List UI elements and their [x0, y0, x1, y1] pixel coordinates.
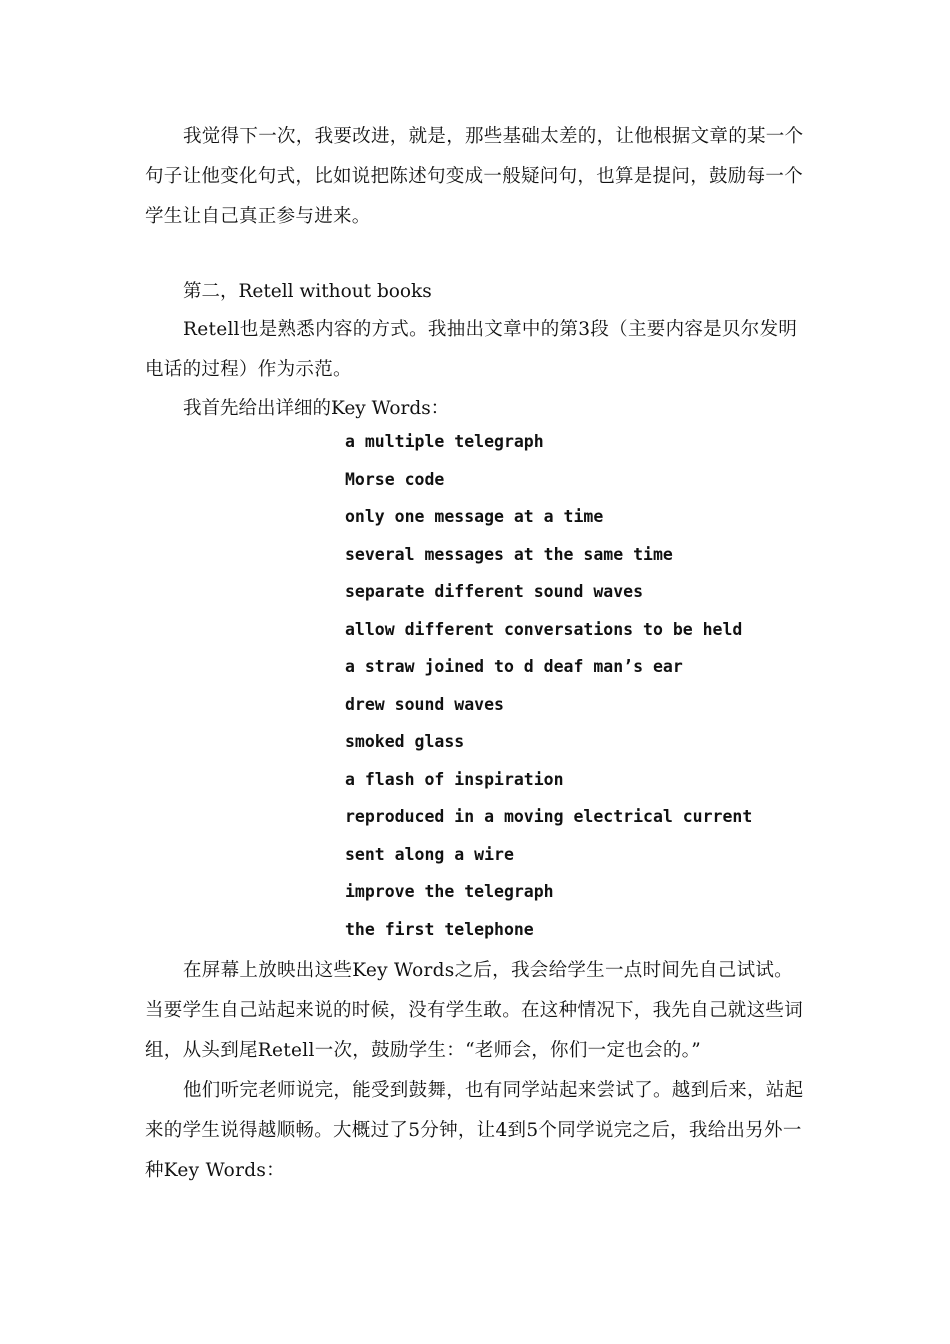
key-word-item: a flash of inspiration — [345, 769, 564, 789]
key-word-item: a multiple telegraph — [345, 432, 544, 451]
paragraph-student-response: 他们听完老师说完，能受到鼓舞，也有同学站起来尝试了。越到后来，站起来的学生说得越顺畅。大概过了5分钟，让4到5个同学说完之后，我给出另外一种Key Words： — [145, 1080, 804, 1181]
paragraph-retell-intro: Retell也是熟悉内容的方式。我抽出文章中的第3段（主要内容是贝尔发明电话的过程）作为示范。 — [145, 319, 798, 380]
key-word-item: a straw joined to d deaf man’s ear — [345, 657, 683, 676]
key-word-item: several messages at the same time — [345, 544, 673, 564]
key-word-item: Morse code — [345, 469, 445, 489]
key-word-item: separate different sound waves — [345, 582, 644, 601]
paragraph-improvement: 我觉得下一次，我要改进，就是，那些基础太差的，让他根据文章的某一个句子让他变化句式，比如说把陈述句变成一般疑问句，也算是提问，鼓励每一个学生让自己真正参与进来。 — [145, 126, 804, 227]
paragraph-key-words-intro: 我首先给出详细的Key Words： — [183, 398, 450, 419]
paragraph-after-key-words: 在屏幕上放映出这些Key Words之后，我会给学生一点时间先自己试试。当要学生自己站起来说的时候，没有学生敢。在这种情况下，我先自己就这些词组，从头到尾Retell一次，鼓励学生：“老师会，你们一定也会的。” — [145, 960, 804, 1061]
key-word-item: only one message at a time — [345, 507, 604, 526]
key-word-item: drew sound waves — [345, 694, 504, 714]
section-heading-retell: 第二，Retell without books — [183, 281, 432, 302]
key-words-list — [345, 428, 752, 953]
key-word-item: the first telephone — [345, 919, 534, 939]
key-word-item: smoked glass — [345, 732, 465, 751]
key-word-item: improve the telegraph — [345, 882, 554, 901]
key-word-item: allow different conversations to be held — [345, 619, 743, 639]
key-word-item: sent along a wire — [345, 844, 514, 864]
key-word-item: reproduced in a moving electrical current — [345, 807, 753, 826]
